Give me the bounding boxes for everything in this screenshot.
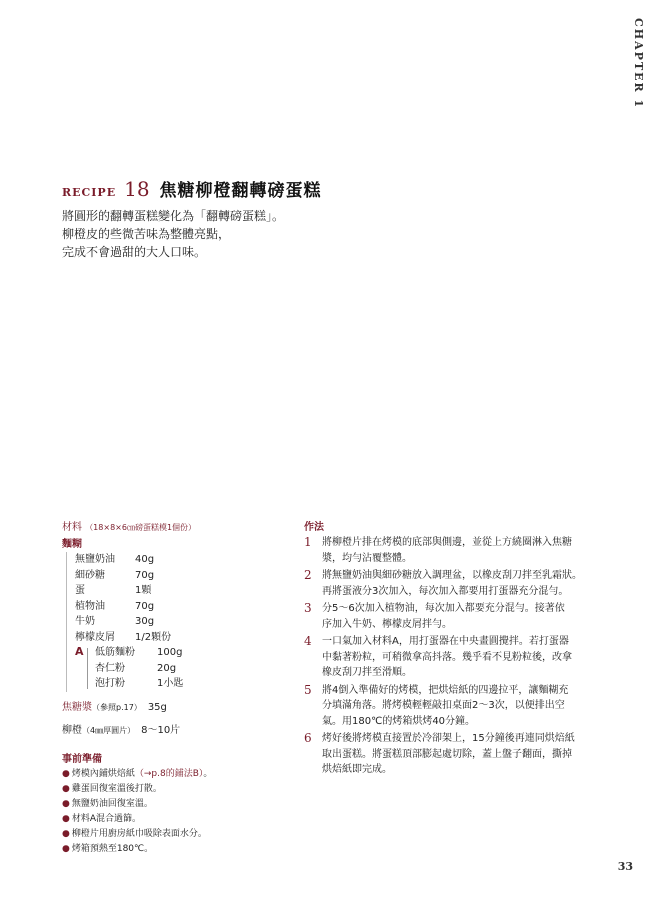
extra-name: 柳橙: [62, 724, 82, 736]
step-line: 分5〜6次加入植物油，每次加入都要充分混勻。接著依: [322, 603, 565, 614]
prep-note: （→p.8的鋪法B）: [134, 768, 204, 779]
ingredient-row: [75, 552, 292, 568]
steps-heading: 作法: [304, 522, 324, 533]
intro-line: 柳橙皮的些微苦味為整體亮點，: [62, 227, 231, 241]
ingredient-amount: 70g: [135, 600, 155, 612]
materials-heading: [62, 518, 292, 533]
step-item: [304, 683, 604, 730]
prep-text: 烤模內鋪烘焙紙: [71, 768, 135, 779]
extra-amount: 35g: [147, 701, 167, 713]
ingredient-name: 泡打粉: [95, 678, 125, 689]
ingredient-name: 蛋: [75, 585, 85, 596]
ingredient-list: [66, 552, 292, 692]
ingredient-amount: 1顆: [135, 585, 152, 596]
prep-item: [62, 782, 292, 797]
ingredient-amount: 1/2顆份: [135, 631, 172, 643]
ingredient-row: [75, 630, 292, 646]
prep-item: [62, 767, 292, 782]
ingredient-amount: 70g: [135, 569, 155, 581]
step-line: 橡皮刮刀拌至滑順。: [322, 667, 412, 678]
step-number: 4: [304, 634, 312, 648]
ingredient-name: 檸檬皮屑: [75, 631, 115, 643]
step-number: 1: [304, 535, 312, 549]
prep-item: [62, 842, 292, 857]
prep-item: [62, 827, 292, 842]
prep-tail: 。: [203, 768, 213, 779]
step-item: [304, 568, 604, 599]
step-line: 將柳橙片排在烤模的底部與側邊，並從上方繞圈淋入焦糖: [322, 537, 572, 548]
extra-ingredient: [62, 700, 292, 715]
extra-note: （4㎜厚圓片）: [82, 725, 136, 735]
prep-text: 雞蛋回復室溫後打散。: [71, 783, 162, 794]
step-line: 烤好後將烤模直接置於冷卻架上，15分鐘後再連同烘焙紙: [322, 733, 575, 744]
prep-text: 柳橙片用廚房紙巾吸除表面水分。: [71, 828, 207, 839]
ingredient-name: 細砂糖: [75, 569, 105, 581]
ingredient-row: [75, 614, 292, 630]
intro-line: 完成不會過甜的大人口味。: [62, 245, 207, 259]
step-number: 2: [304, 568, 312, 582]
ingredient-row: [95, 676, 292, 692]
extra-amount: 8〜10片: [141, 724, 181, 736]
step-item: [304, 601, 604, 632]
step-line: 氣。用180℃的烤箱烘烤40分鐘。: [322, 715, 476, 727]
prep-item: [62, 797, 292, 812]
bullet-icon: ●: [62, 768, 70, 779]
batter-heading: 麵糊: [62, 539, 82, 550]
ingredient-name: 杏仁粉: [95, 662, 125, 674]
ingredient-name: 無鹽奶油: [75, 554, 115, 565]
steps-section: [304, 518, 604, 780]
prep-text: 無鹽奶油回復室溫。: [71, 798, 153, 809]
ingredient-name: 植物油: [75, 600, 105, 612]
recipe-number: 18: [124, 177, 150, 201]
recipe-title: 焦糖柳橙翻轉磅蛋糕: [159, 181, 322, 201]
ingredient-amount: 40g: [135, 554, 155, 565]
materials-title: 材料: [62, 522, 82, 533]
recipe-header: [62, 176, 322, 201]
step-line: 取出蛋糕。將蛋糕頂部膨起處切除，蓋上盤子翻面，撕掉: [322, 748, 572, 760]
step-line: 將4倒入準備好的烤模，把烘焙紙的四邊拉平，讓麵糊充: [322, 684, 569, 696]
ingredient-row: [75, 583, 292, 599]
ingredient-group-a: [75, 645, 292, 692]
step-line: 將無鹽奶油與細砂糖放入調理盆，以橡皮刮刀拌至乳霜狀。: [322, 570, 582, 581]
ingredient-amount: 20g: [157, 662, 177, 674]
bullet-icon: ●: [62, 843, 70, 854]
ingredient-amount: 100g: [157, 647, 183, 658]
prep-item: [62, 812, 292, 827]
bullet-icon: ●: [62, 828, 70, 839]
prep-text: 烤箱預熱至180℃。: [71, 843, 154, 854]
step-line: 序加入牛奶、檸檬皮屑拌勻。: [322, 618, 452, 630]
step-number: 3: [304, 601, 312, 615]
step-line: 一口氣加入材料A，用打蛋器在中央畫圓攪拌。若打蛋器: [322, 636, 569, 647]
chapter-label: CHAPTER 1: [632, 18, 645, 110]
materials-section: [62, 518, 292, 857]
recipe-intro: [62, 207, 284, 261]
ingredient-row: [95, 661, 292, 677]
intro-line: 將圓形的翻轉蛋糕變化為「翻轉磅蛋糕」。: [62, 209, 285, 223]
step-line: 烘焙紙即完成。: [322, 764, 392, 775]
step-item: [304, 731, 604, 778]
page-number: 33: [617, 860, 633, 873]
prep-text: 材料A混合過篩。: [71, 813, 142, 824]
step-line: 中黏著粉粒，可稍微拿高抖落。幾乎看不見粉粒後，改拿: [322, 651, 572, 663]
step-line: 分填滿角落。將烤模輕輕敲扣桌面2〜3次，以便排出空: [322, 700, 565, 711]
ingredient-name: 低筋麵粉: [95, 647, 135, 658]
ingredient-row: [75, 599, 292, 615]
step-line: 漿，均勻沾覆整體。: [322, 552, 412, 564]
step-line: 再將蛋液分3次加入，每次加入都要用打蛋器充分混勻。: [322, 585, 569, 597]
step-number: 6: [304, 731, 312, 745]
prep-heading: 事前準備: [62, 753, 102, 765]
materials-note: （18×8×6㎝磅蛋糕模1個份）: [85, 523, 197, 532]
ingredient-row: [95, 645, 292, 661]
step-item: [304, 634, 604, 681]
ingredient-amount: 1小匙: [157, 678, 184, 689]
ingredient-amount: 30g: [135, 616, 155, 627]
group-a-label: A: [75, 645, 84, 658]
group-bracket: [87, 648, 88, 689]
extra-ingredient: [62, 723, 292, 738]
recipe-label: RECIPE: [62, 186, 117, 199]
ingredient-name: 牛奶: [75, 616, 95, 627]
extra-name: 焦糖漿: [62, 701, 92, 713]
step-item: [304, 535, 604, 566]
bullet-icon: ●: [62, 813, 70, 824]
step-number: 5: [304, 682, 312, 697]
extra-note: （參照p.17）: [92, 702, 142, 712]
ingredient-row: [75, 568, 292, 584]
bullet-icon: ●: [62, 783, 70, 794]
bullet-icon: ●: [62, 798, 70, 809]
